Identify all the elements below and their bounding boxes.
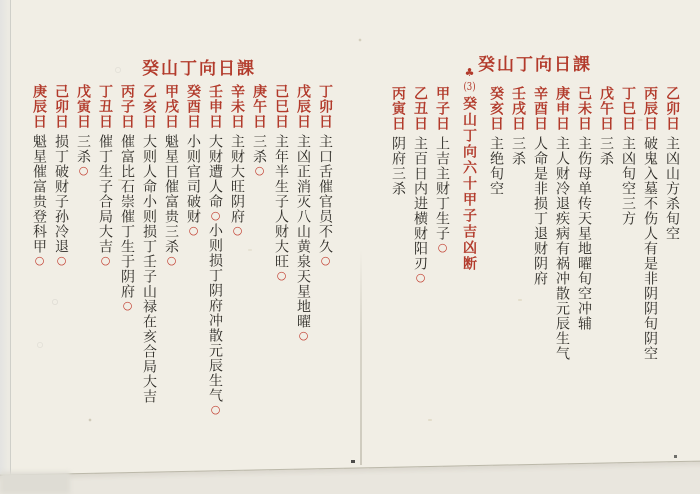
day-label: 乙卯日	[664, 86, 680, 131]
day-label: 辛未日	[229, 84, 245, 129]
day-label: 壬戌日	[510, 86, 526, 131]
day-column	[75, 84, 91, 178]
day-column	[317, 84, 333, 268]
paper-speck	[674, 455, 677, 458]
section-heading-label: 癸山丁向六十甲子吉凶断	[461, 96, 477, 272]
day-column	[576, 86, 592, 331]
day-label: 丁卯日	[317, 84, 333, 129]
day-column	[119, 84, 135, 313]
scan-edge-left	[0, 0, 11, 494]
day-label: 丁丑日	[97, 84, 113, 129]
section-number: (3)	[463, 81, 476, 92]
day-note: 人命是非损丁退财阴府	[532, 136, 548, 286]
day-note: 阴府三杀	[390, 136, 406, 196]
day-label: 己巳日	[273, 84, 289, 129]
day-note: 魁星催富贵登科甲○	[31, 134, 47, 268]
day-note: 主凶旬空三方	[620, 136, 636, 226]
day-label: 乙亥日	[141, 84, 157, 129]
paper-speck	[351, 460, 355, 463]
day-label: 庚午日	[251, 84, 267, 129]
day-column	[412, 86, 428, 285]
page-title-right: 癸山丁向日課	[478, 55, 592, 75]
day-column	[532, 86, 548, 286]
section-heading-column	[461, 66, 477, 272]
day-column	[141, 84, 157, 404]
day-note: 主财大旺阴府○	[229, 134, 245, 238]
day-note: 三杀○	[251, 134, 267, 178]
day-label: 己未日	[576, 86, 592, 131]
right-page-columns	[390, 66, 680, 361]
day-column	[185, 84, 201, 238]
day-column	[390, 86, 406, 196]
day-note: 催丁生子合局大吉○	[97, 134, 113, 268]
day-note: 主凶山方杀旬空	[664, 136, 680, 241]
day-column	[229, 84, 245, 238]
day-note: 上吉主财丁生子○	[434, 136, 450, 255]
day-column	[664, 86, 680, 241]
day-label: 戊辰日	[295, 84, 311, 129]
day-note: 主人财冷退疾病有祸冲散元辰生气	[554, 136, 570, 361]
day-label: 己卯日	[53, 84, 69, 129]
day-note: 催富比石崇催丁生于阴府○	[119, 134, 135, 313]
day-label: 辛酉日	[532, 86, 548, 131]
day-label: 戊午日	[598, 86, 614, 131]
day-note: 主百日内进横财阳刃○	[412, 136, 428, 285]
day-note: 三杀	[510, 136, 526, 166]
day-label: 乙丑日	[412, 86, 428, 131]
day-label: 丁巳日	[620, 86, 636, 131]
day-column	[434, 86, 450, 255]
day-note: 三杀	[598, 136, 614, 166]
day-column	[31, 84, 47, 268]
day-label: 戊寅日	[75, 84, 91, 129]
day-label: 甲子日	[434, 86, 450, 131]
day-column	[598, 86, 614, 166]
day-label: 丙辰日	[642, 86, 658, 131]
day-note: 主伤母单传天星地曜旬空冲辅	[576, 136, 592, 331]
day-label: 庚辰日	[31, 84, 47, 129]
day-label: 庚申日	[554, 86, 570, 131]
day-column	[488, 86, 504, 196]
day-note: 大则人命小则损丁壬子山禄在亥合局大吉	[141, 134, 157, 404]
day-note: 魁星日催富贵三杀○	[163, 134, 179, 268]
day-note: 主绝旬空	[488, 136, 504, 196]
day-column	[163, 84, 179, 268]
corner-shadow	[0, 472, 70, 494]
day-note: 大财遭人命○小则损丁阴府冲散元辰生气○	[207, 134, 223, 417]
day-note: 破鬼入墓不伤人有是非阴阴旬阴空	[642, 136, 658, 361]
day-column	[207, 84, 223, 417]
day-label: 癸酉日	[185, 84, 201, 129]
page-bottom-edge	[0, 460, 700, 494]
day-note: 主凶正消灭八山黄泉天星地曜○	[295, 134, 311, 343]
day-column	[642, 86, 658, 361]
day-column	[97, 84, 113, 268]
day-column	[53, 84, 69, 268]
day-label: 丙寅日	[390, 86, 406, 131]
day-label: 甲戌日	[163, 84, 179, 129]
day-note: 主年半生子人财大旺○	[273, 134, 289, 283]
day-note: 损丁破财子孙冷退○	[53, 134, 69, 268]
day-label: 壬申日	[207, 84, 223, 129]
day-label: 癸亥日	[488, 86, 504, 131]
day-column	[510, 86, 526, 166]
day-column	[295, 84, 311, 343]
section-mark-icon: ♣	[463, 66, 476, 79]
day-note: 小则官司破财○	[185, 134, 201, 238]
day-label: 丙子日	[119, 84, 135, 129]
day-column	[251, 84, 267, 178]
left-page-columns	[31, 84, 333, 417]
day-note: 主口舌催官员不久○	[317, 134, 333, 268]
day-column	[554, 86, 570, 361]
page-seam	[360, 250, 362, 465]
day-column	[620, 86, 636, 226]
page-title-left: 癸山丁向日課	[142, 59, 256, 79]
day-column	[273, 84, 289, 283]
day-note: 三杀○	[75, 134, 91, 178]
